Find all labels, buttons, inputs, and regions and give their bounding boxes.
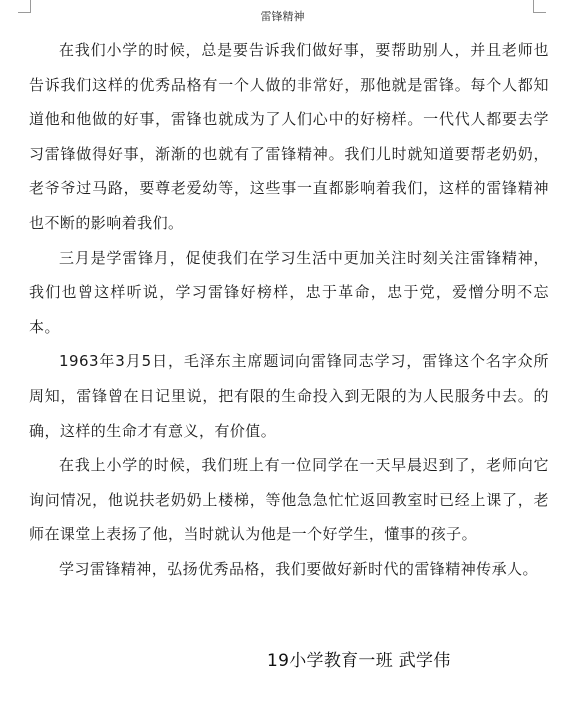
document-title: 雷锋精神 (260, 10, 305, 23)
paragraph-2: 三月是学雷锋月，促使我们在学习生活中更加关注时刻关注雷锋精神，我们也曾这样听说，学习雷锋好榜样，忠于革命，忠于党，爱憎分明不忘本。 (29, 248, 549, 336)
document-body (29, 33, 549, 587)
paragraph-4: 在我上小学的时候，我们班上有一位同学在一天早晨迟到了，老师向它询问情况，他说扶老奶奶上楼梯，等他急急忙忙返回教室时已经上课了，老师在课堂上表扬了他，当时就认为他是一个好学生，懂事的孩子。 (29, 456, 549, 544)
paragraph-5: 学习雷锋精神，弘扬优秀品格，我们要做好新时代的雷锋精神传承人。 (59, 559, 538, 578)
paragraph-3: 1963年3月5日，毛泽东主席题词向雷锋同志学习，雷锋这个名字众所周知，雷锋曾在日记里说，把有限的生命投入到无限的为人民服务中去。的确，这样的生命才有意义，有价值。 (29, 352, 549, 440)
author-signature: 19小学教育一班 武学伟 (267, 651, 451, 671)
paragraph-1: 在我们小学的时候，总是要告诉我们做好事，要帮助别人，并且老师也告诉我们这样的优秀品格有一个人做的非常好，那他就是雷锋。每个人都知道他和他做的好事，雷锋也就成为了人们心中的好榜样。一代代人都要去学习雷锋做得好事，渐渐的也就有了雷锋精神。我们儿时就知道要帮老奶奶，老爷爷过马路，要尊老爱幼等，这些事一直都影响着我们，这样的雷锋精神也不断的影响着我们。 (29, 41, 549, 232)
